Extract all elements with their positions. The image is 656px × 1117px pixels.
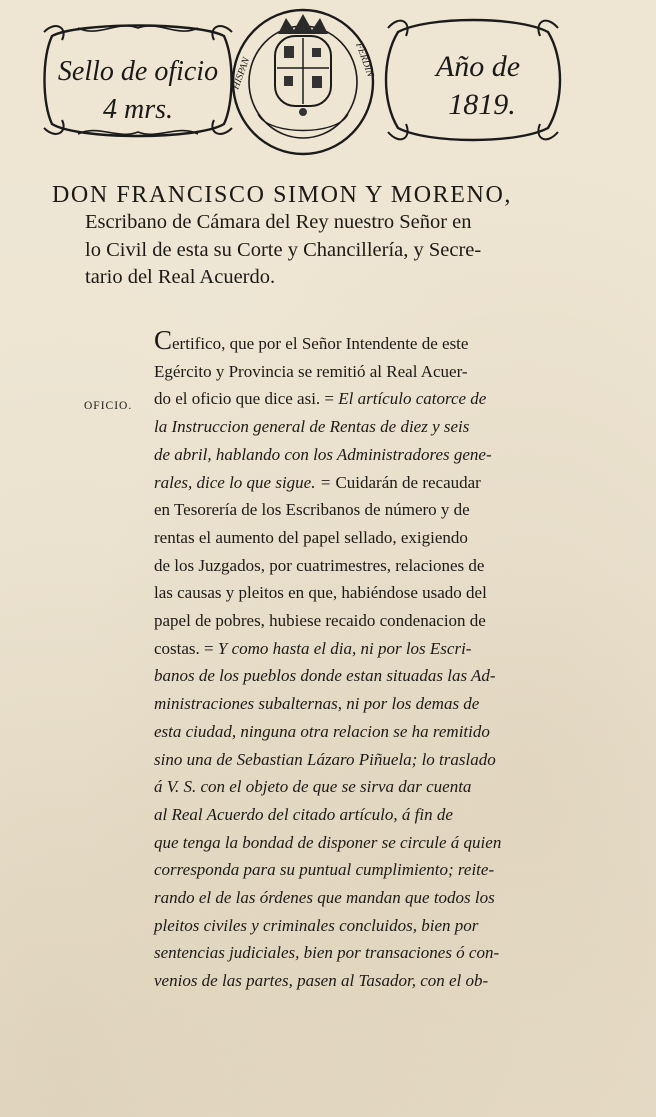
italic-text: sino una de Sebastian Lázaro Piñuela; lo traslado bbox=[154, 749, 496, 769]
body-line bbox=[154, 801, 606, 829]
roman-text: papel de pobres, hubiese recaido condenacion de bbox=[154, 611, 486, 631]
body-line bbox=[154, 939, 606, 967]
italic-text: El artículo catorce de bbox=[338, 389, 487, 409]
body-line bbox=[154, 829, 606, 857]
title-line: tario del Real Acuerdo. bbox=[85, 266, 276, 288]
italic-text: rando el de las órdenes que mandan que todos los bbox=[154, 888, 495, 908]
roman-text: de los Juzgados, por cuatrimestres, relaciones de bbox=[154, 555, 485, 575]
document-heading bbox=[52, 180, 612, 292]
body-line bbox=[154, 579, 606, 607]
italic-text: ministraciones subalternas, ni por los demas de bbox=[154, 694, 480, 714]
stamp-header bbox=[38, 4, 568, 156]
body-line bbox=[154, 912, 606, 940]
italic-text: venios de las partes, pasen al Tasador, con el ob- bbox=[154, 971, 489, 991]
body-line bbox=[154, 413, 606, 441]
body-line bbox=[154, 469, 606, 497]
italic-text: rales, dice lo que sigue. = bbox=[154, 472, 336, 492]
roman-text: en Tesorería de los Escribanos de número y de bbox=[154, 500, 470, 520]
body-line bbox=[154, 441, 606, 469]
body-line bbox=[154, 773, 606, 801]
roman-text: ertifico, que por el Señor Intendente de este bbox=[172, 334, 469, 353]
italic-text: pleitos civiles y criminales concluidos, bien por bbox=[154, 915, 479, 935]
italic-text: al Real Acuerdo del citado artículo, á fin de bbox=[154, 804, 453, 824]
body-line bbox=[154, 856, 606, 884]
body-line bbox=[154, 967, 606, 995]
svg-text:HISPAN: HISPAN bbox=[230, 56, 253, 92]
right-cartouche bbox=[378, 10, 568, 150]
roman-text: Cuidarán de recaudar bbox=[335, 472, 481, 492]
drop-cap: C bbox=[154, 325, 173, 355]
svg-text:FERDIN: FERDIN bbox=[353, 41, 376, 79]
body-paragraph bbox=[154, 325, 606, 995]
stamp-left-bottom: 4 mrs. bbox=[102, 94, 174, 125]
body-line bbox=[154, 662, 606, 690]
left-cartouche bbox=[38, 18, 238, 143]
title-line: Escribano de Cámara del Rey nuestro Señor en bbox=[85, 211, 472, 233]
stamp-right-top: Año de bbox=[435, 50, 521, 83]
italic-text: esta ciudad, ninguna otra relacion se ha remitido bbox=[154, 721, 490, 741]
official-title bbox=[52, 209, 612, 292]
italic-text: sentencias judiciales, bien por transaciones ó con- bbox=[154, 943, 500, 963]
body-line bbox=[154, 325, 606, 358]
body-line bbox=[154, 385, 606, 413]
roman-text: rentas el aumento del papel sellado, exigiendo bbox=[154, 527, 468, 547]
stamp-left-top: Sello de oficio bbox=[57, 56, 219, 87]
royal-seal bbox=[228, 4, 378, 156]
italic-text: corresponda para su puntual cumplimiento; reite- bbox=[154, 860, 495, 880]
italic-text: á V. S. con el objeto de que se sirva dar cuenta bbox=[154, 777, 472, 797]
italic-text: la Instruccion general de Rentas de diez y seis bbox=[154, 417, 470, 437]
body-line bbox=[154, 884, 606, 912]
italic-text: Y como hasta el dia, ni por los Escri- bbox=[217, 638, 472, 658]
italic-text: de abril, hablando con los Administradores gene- bbox=[154, 444, 492, 464]
body-line bbox=[154, 635, 606, 663]
stamp-right-bottom: 1819. bbox=[448, 88, 516, 121]
roman-text: las causas y pleitos en que, habiéndose usado del bbox=[154, 583, 487, 603]
title-line: lo Civil de esta su Corte y Chancillería, y Secre- bbox=[85, 238, 482, 261]
body-line bbox=[154, 552, 606, 580]
roman-text: do el oficio que dice asi. = bbox=[154, 389, 339, 409]
body-line bbox=[154, 524, 606, 552]
certificate-body bbox=[154, 325, 606, 995]
italic-text: banos de los pueblos donde estan situadas las Ad- bbox=[154, 666, 496, 686]
body-line bbox=[154, 746, 606, 774]
official-name: DON FRANCISCO SIMON Y MORENO, bbox=[52, 182, 513, 208]
margin-note: OFICIO. bbox=[84, 400, 133, 412]
roman-text: Egército y Provincia se remitió al Real Acuer- bbox=[154, 361, 468, 381]
body-line bbox=[154, 496, 606, 524]
roman-text: costas. = bbox=[154, 638, 218, 658]
body-line bbox=[154, 718, 606, 746]
body-line bbox=[154, 358, 606, 386]
body-line bbox=[154, 690, 606, 718]
italic-text: que tenga la bondad de disponer se circule á quien bbox=[154, 832, 502, 852]
body-line bbox=[154, 607, 606, 635]
